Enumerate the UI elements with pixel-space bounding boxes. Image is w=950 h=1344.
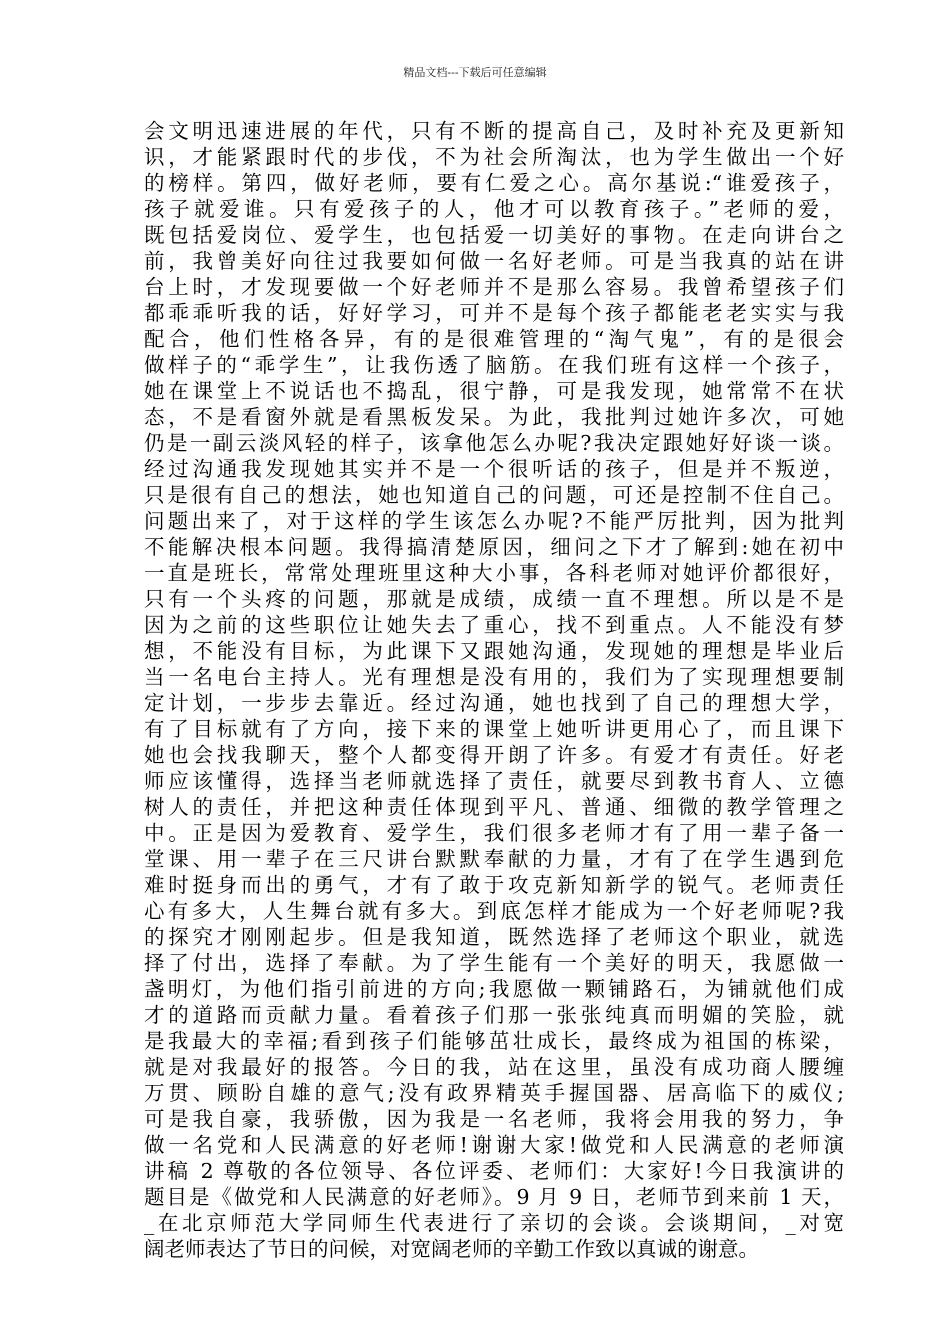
text-line: 定计划，一步步去靠近。经过沟通，她也找到了自己的理想大学， [144,691,844,715]
text-line: 一直是班长，常常处理班里这种大小事，各科老师对她评价都很好， [144,561,844,585]
text-line: 仍是一副云淡风轻的样子，该拿他怎么办呢?我决定跟她好好谈一谈。 [144,431,844,455]
text-line: 经过沟通我发现她其实并不是一个很听话的孩子，但是并不叛逆， [144,457,844,481]
text-line: 前，我曾美好向往过我要如何做一名好老师。可是当我真的站在讲 [144,249,844,273]
text-line: 堂课、用一辈子在三尺讲台默默奉献的力量，才有了在学生遇到危 [144,847,844,871]
text-line: 台上时，才发现要做一个好老师并不是那么容易。我曾希望孩子们 [144,275,844,299]
page-header: 精品文档---下载后可任意编辑 [403,66,547,79]
text-line: 只是很有自己的想法，她也知道自己的问题，可还是控制不住自己。 [144,483,844,507]
text-line: _在北京师范大学同师生代表进行了亲切的会谈。会谈期间，_对宽 [144,1211,844,1235]
text-line: 识，才能紧跟时代的步伐，不为社会所淘汰，也为学生做出一个好 [144,145,844,169]
text-line: 有了目标就有了方向，接下来的课堂上她听讲更用心了，而且课下 [144,717,844,741]
text-line: 树人的责任，并把这种责任体现到平凡、普通、细微的教学管理之 [144,795,844,819]
text-line: 当一名电台主持人。光有理想是没有用的，我们为了实现理想要制 [144,665,844,689]
text-line: 万贯、顾盼自雄的意气;没有政界精英手握国器、居高临下的威仪; [144,1081,844,1105]
text-line: 师应该懂得，选择当老师就选择了责任，就要尽到教书育人、立德 [144,769,844,793]
text-line: 讲稿 2 尊敬的各位领导、各位评委、老师们：大家好!今日我演讲的 [144,1159,844,1183]
text-line: 会文明迅速进展的年代，只有不断的提高自己，及时补充及更新知 [144,119,844,143]
text-line: 她在课堂上不说话也不捣乱，很宁静，可是我发现，她常常不在状 [144,379,844,403]
text-line: 问题出来了，对于这样的学生该怎么办呢?不能严厉批判，因为批判 [144,509,844,533]
text-line: 都乖乖听我的话，好好学习，可并不是每个孩子都能老老实实与我 [144,301,844,325]
text-line: 的榜样。第四，做好老师，要有仁爱之心。高尔基说:“谁爱孩子， [144,171,844,195]
text-line: 不能解决根本问题。我得搞清楚原因，细问之下才了解到:她在初中 [144,535,844,559]
text-line: 配合，他们性格各异，有的是很难管理的“淘气鬼”，有的是很会 [144,327,844,351]
text-line: 择了付出，选择了奉献。为了学生能有一个美好的明天，我愿做一 [144,951,844,975]
text-line: 题目是《做党和人民满意的好老师》。9 月 9 日，老师节到来前 1 天， [144,1185,844,1209]
text-line: 做样子的“乖学生”，让我伤透了脑筋。在我们班有这样一个孩子， [144,353,844,377]
text-line: 心有多大，人生舞台就有多大。到底怎样才能成为一个好老师呢?我 [144,899,844,923]
text-line: 可是我自豪，我骄傲，因为我是一名老师，我将会用我的努力，争 [144,1107,844,1131]
text-line: 只有一个头疼的问题，那就是成绩，成绩一直不理想。所以是不是 [144,587,844,611]
text-line: 想，不能没有目标，为此课下又跟她沟通，发现她的理想是毕业后 [144,639,844,663]
text-line: 就是对我最好的报答。今日的我，站在这里，虽没有成功商人腰缠 [144,1055,844,1079]
text-line: 态，不是看窗外就是看黑板发呆。为此，我批判过她许多次，可她 [144,405,844,429]
text-line: 她也会找我聊天，整个人都变得开朗了许多。有爱才有责任。好老 [144,743,844,767]
text-line: 才的道路而贡献力量。看着孩子们那一张张纯真而明媚的笑脸，就 [144,1003,844,1027]
text-line: 阔老师表达了节日的问候，对宽阔老师的辛勤工作致以真诚的谢意。 [144,1237,759,1261]
text-line: 盏明灯，为他们指引前进的方向;我愿做一颗铺路石，为铺就他们成 [144,977,844,1001]
text-line: 难时挺身而出的勇气，才有了敢于攻克新知新学的锐气。老师责任 [144,873,844,897]
text-line: 的探究才刚刚起步。但是我知道，既然选择了老师这个职业，就选 [144,925,844,949]
text-line: 中。正是因为爱教育、爱学生，我们很多老师才有了用一辈子备一 [144,821,844,845]
text-line: 是我最大的幸福;看到孩子们能够茁壮成长，最终成为祖国的栋梁， [144,1029,844,1053]
text-line: 做一名党和人民满意的好老师!谢谢大家!做党和人民满意的老师演 [144,1133,844,1157]
text-line: 孩子就爱谁。只有爱孩子的人，他才可以教育孩子。”老师的爱， [144,197,844,221]
text-line: 因为之前的这些职位让她失去了重心，找不到重点。人不能没有梦 [144,613,844,637]
body-text [144,118,844,1262]
text-line: 既包括爱岗位、爱学生，也包括爱一切美好的事物。在走向讲台之 [144,223,844,247]
